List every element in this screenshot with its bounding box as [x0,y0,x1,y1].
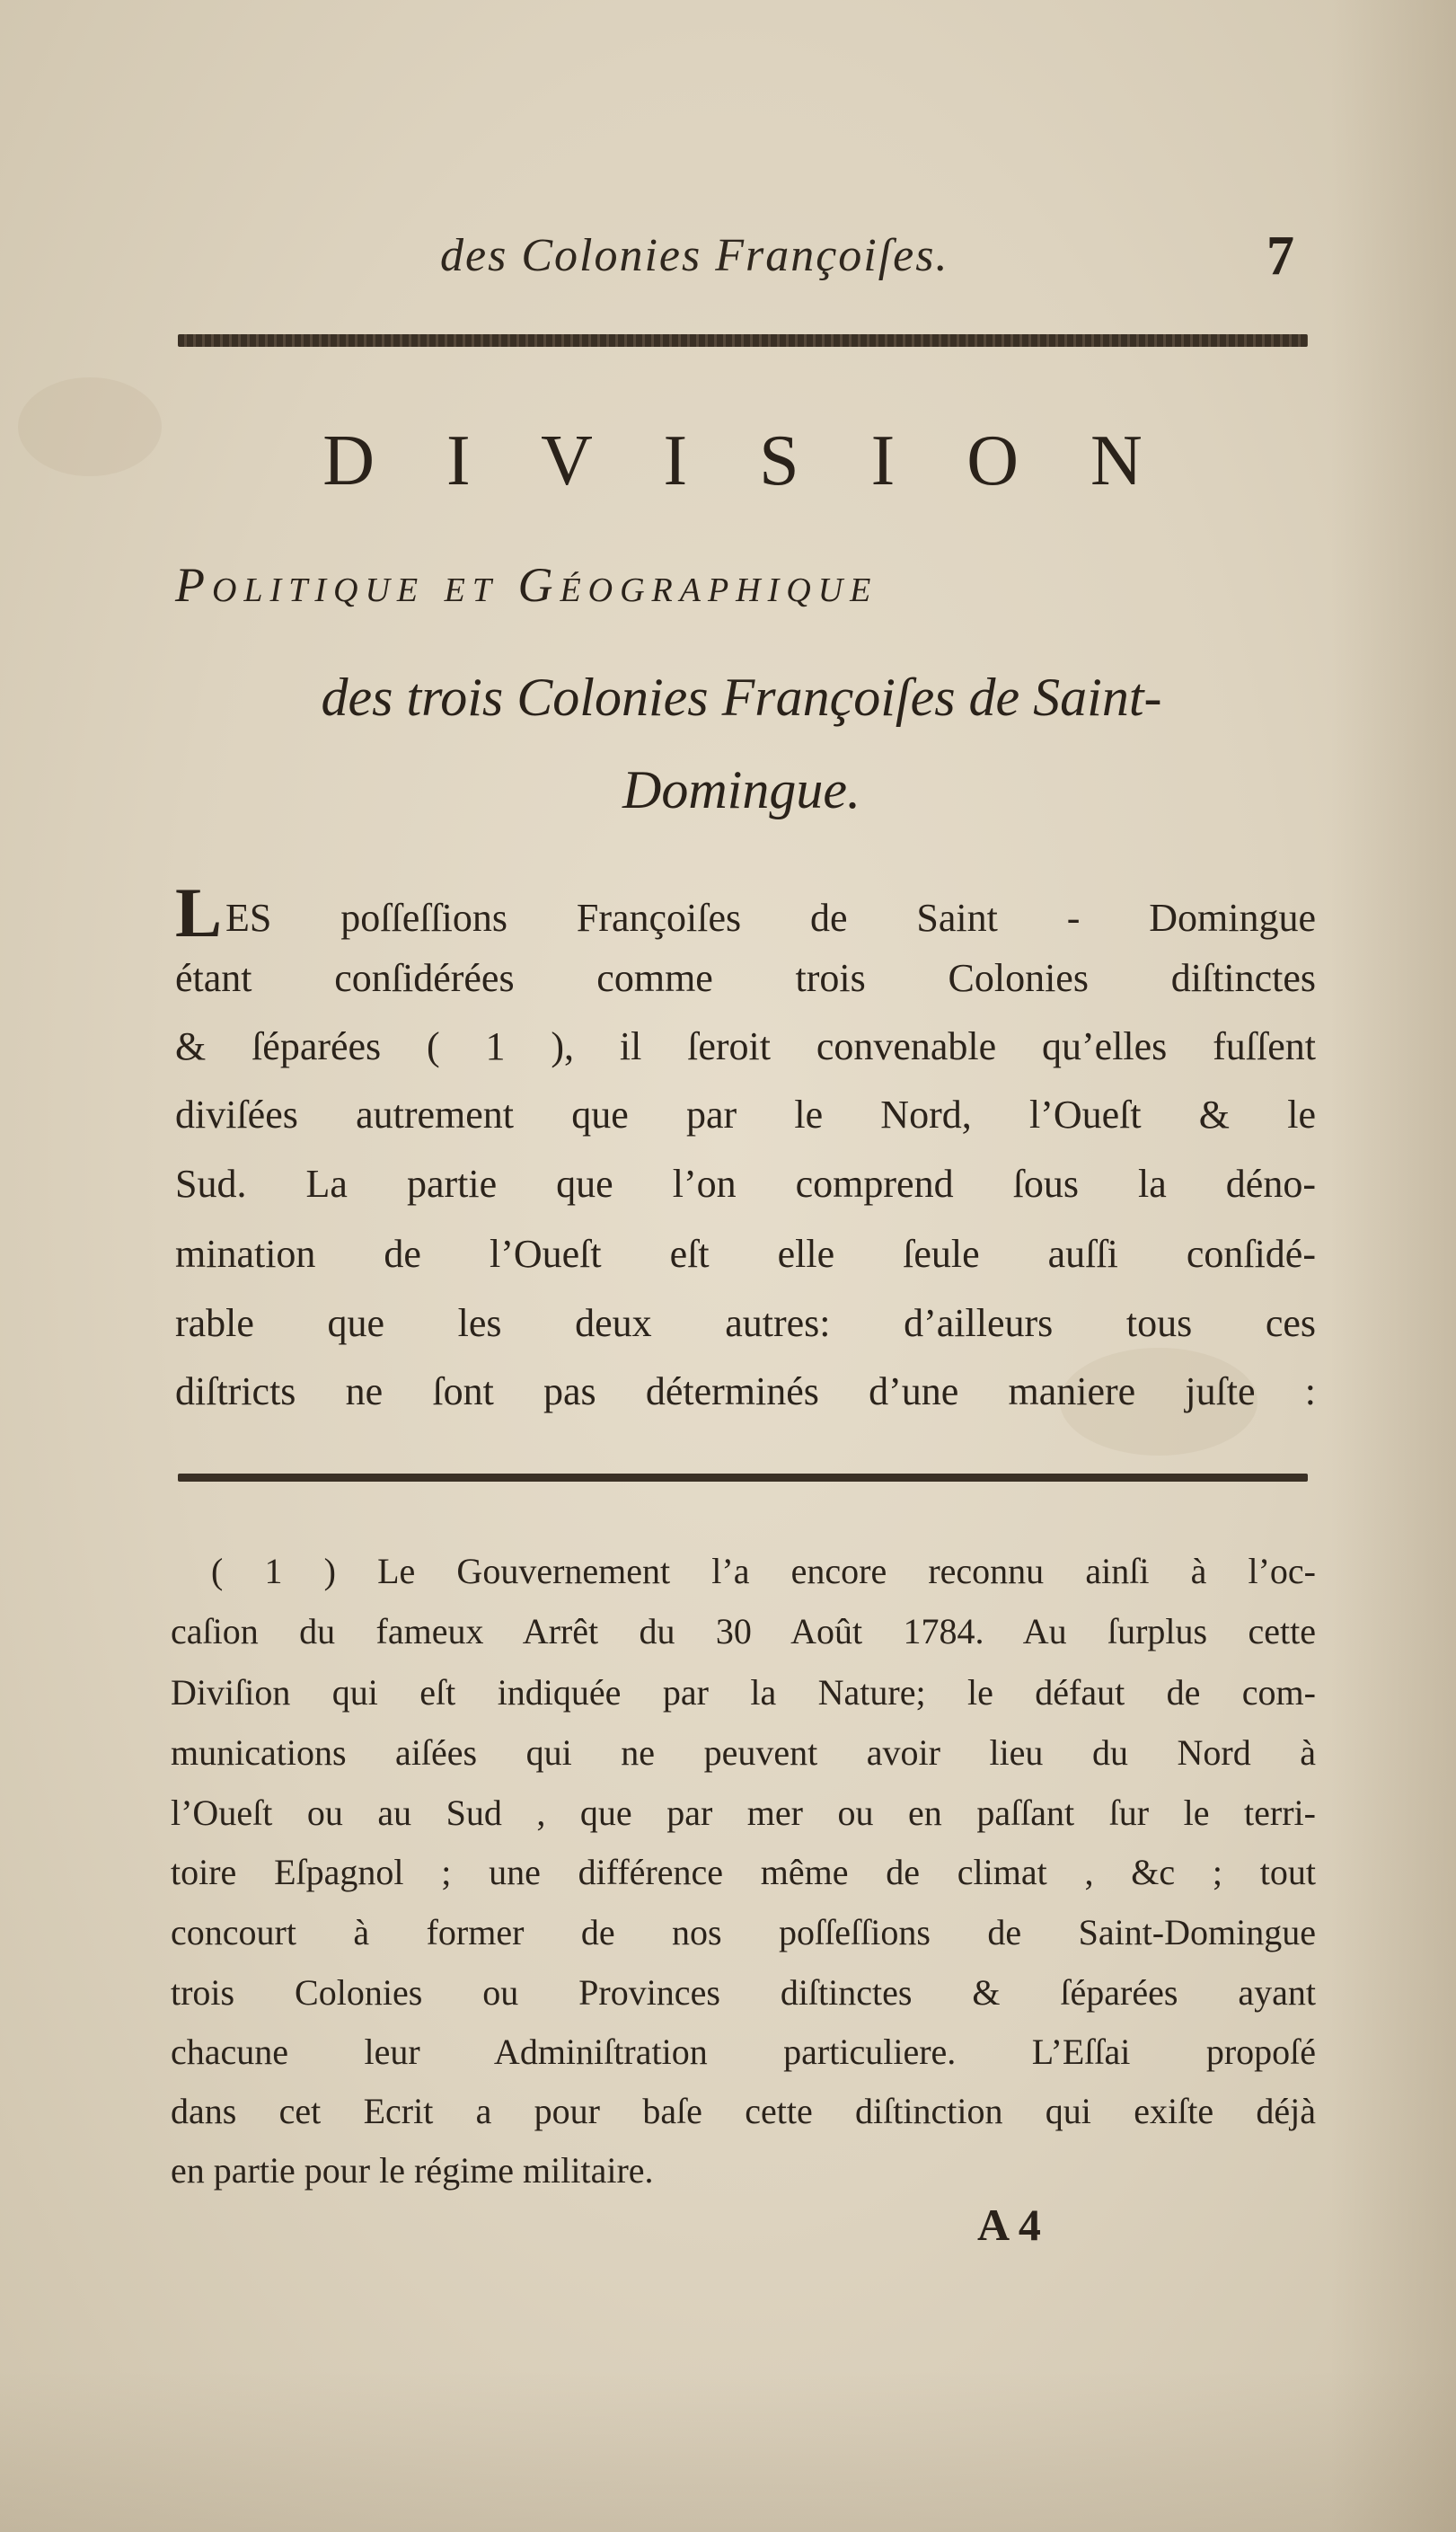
body-line: & ſéparées ( 1 ), il ſeroit convenable qu’elles fuſſent [175,1024,1316,1068]
body-line: diviſées autrement que par le Nord, l’Oueſt & le [175,1093,1316,1137]
page-number: 7 [1266,226,1294,287]
page-edge-shadow [1330,0,1456,2532]
body-line: diſtricts ne ſont pas déterminés d’une maniere juſte : [175,1369,1316,1413]
page-bottom-shadow [0,2370,1456,2532]
footnote-line: caſion du fameux Arrêt du 30 Août 1784. Au ſurplus cette [171,1611,1316,1651]
footnote-line: chacune leur Adminiſtration particuliere. L’Eſſai propoſé [171,2032,1316,2072]
section-title: D I V I S I O N [322,421,1169,500]
footnote-line: en partie pour le régime militaire. [171,2150,654,2191]
subtitle-line-1: Politique et Géographique [175,558,878,612]
footnote-rule [178,1474,1308,1482]
footnote-line: Diviſion qui eſt indiquée par la Nature; le défaut de com- [171,1672,1316,1713]
footnote-line: dans cet Ecrit a pour baſe cette diſtinction qui exiſte déjà [171,2091,1316,2131]
body-line: étant conſidérées comme trois Colonies diſtinctes [175,956,1316,1000]
drop-cap: L [175,873,223,952]
subtitle-line-3: Domingue. [622,760,860,819]
footnote-line: ( 1 ) Le Gouvernement l’a encore reconnu ainſi à l’oc- [211,1551,1316,1591]
subtitle-line-2: des trois Colonies Françoiſes de Saint- [321,668,1162,727]
footnote-line: toire Eſpagnol ; une différence même de climat , &c ; tout [171,1852,1316,1892]
body-line: Sud. La partie que l’on comprend ſous la déno- [175,1162,1316,1206]
footnote-line: munications aiſées qui ne peuvent avoir lieu du Nord à [171,1732,1316,1773]
signature-mark: A 4 [977,2200,1041,2250]
body-line: mination de l’Oueſt eſt elle ſeule auſſi conſidé- [175,1232,1316,1276]
body-line: rable que les deux autres: d’ailleurs tous ces [175,1301,1316,1345]
footnote-line: trois Colonies ou Provinces diſtinctes & ſéparées ayant [171,1972,1316,2013]
footnote-line: l’Oueſt ou au Sud , que par mer ou en paſſant ſur le terri- [171,1793,1316,1833]
running-head: des Colonies Françoiſes. [440,230,949,281]
header-rule [178,334,1308,347]
footnote-line: concourt à former de nos poſſeſſions de Saint-Domingue [171,1912,1316,1952]
body-line: LES poſſeſſions Françoiſes de Saint - Domingue [175,873,1316,952]
